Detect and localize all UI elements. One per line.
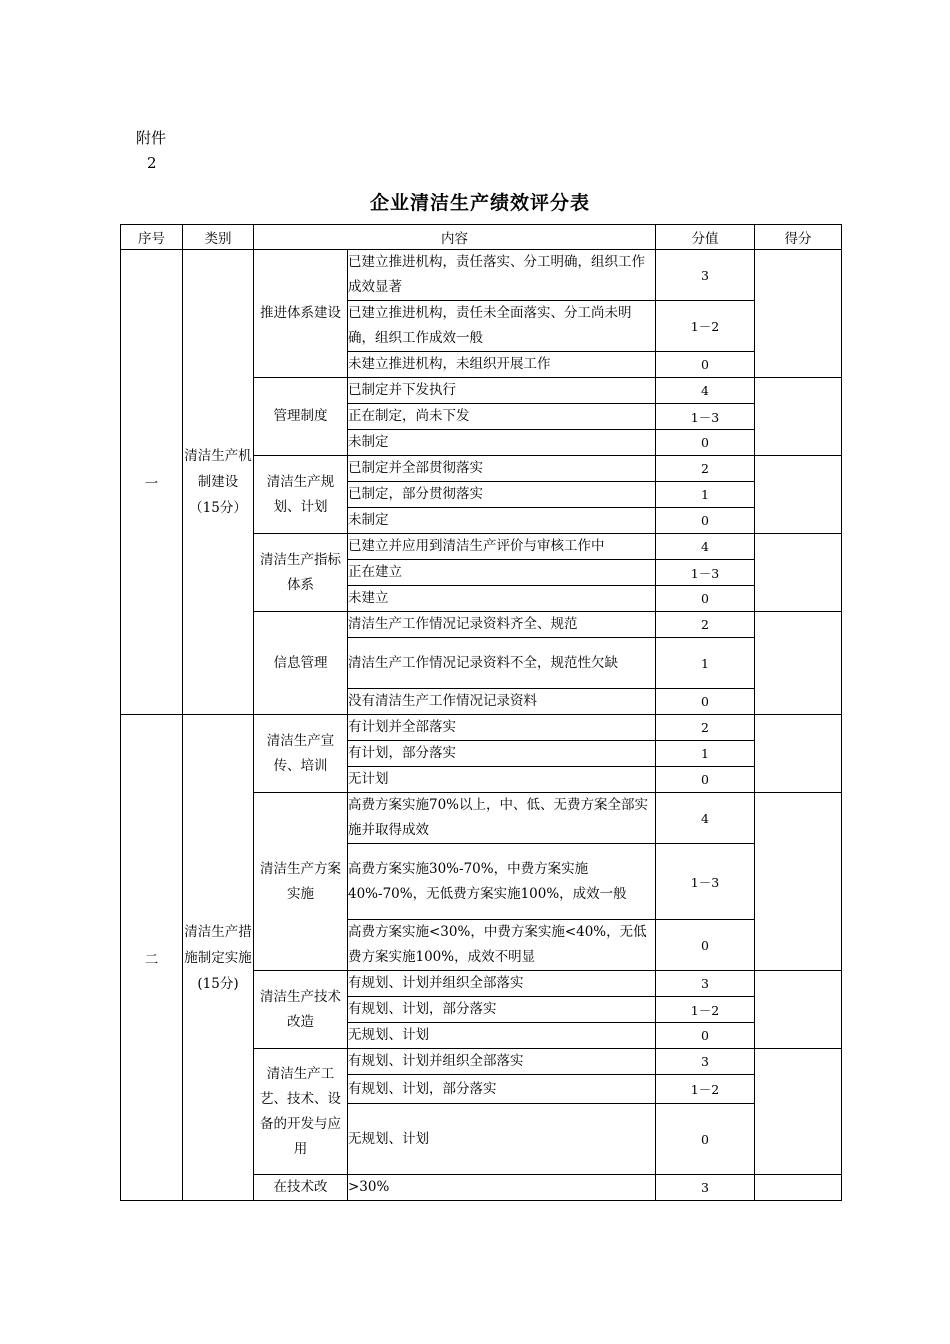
header-content: 内容	[254, 225, 656, 250]
item-points: 1－2	[656, 1075, 755, 1104]
item-points: 2	[656, 715, 755, 741]
score-cell	[755, 1049, 842, 1175]
score-cell	[755, 971, 842, 1049]
item-points: 0	[656, 586, 755, 612]
item-points: 1－2	[656, 301, 755, 352]
item-points: 0	[656, 1104, 755, 1175]
group-name: 清洁生产规划、计划	[254, 456, 348, 534]
item-points: 0	[656, 508, 755, 534]
item-points: 1	[656, 638, 755, 689]
item-points: 1－3	[656, 560, 755, 586]
item-content: 有规划、计划，部分落实	[348, 997, 656, 1023]
header-category: 类别	[183, 225, 254, 250]
group-name: 清洁生产技术改造	[254, 971, 348, 1049]
item-points: 4	[656, 378, 755, 404]
item-points: 1	[656, 741, 755, 767]
item-content: 未制定	[348, 430, 656, 456]
item-points: 0	[656, 689, 755, 715]
attachment-label	[136, 126, 166, 176]
score-cell	[755, 456, 842, 534]
item-points: 1－2	[656, 997, 755, 1023]
score-cell	[755, 1175, 842, 1201]
section-seq: 一	[121, 250, 183, 715]
item-content: 有规划、计划并组织全部落实	[348, 1049, 656, 1075]
group-name: 清洁生产宣传、培训	[254, 715, 348, 793]
item-points: 1－3	[656, 844, 755, 920]
item-points: 3	[656, 250, 755, 301]
section-seq: 二	[121, 715, 183, 1201]
score-cell	[755, 612, 842, 715]
item-content: 未建立	[348, 586, 656, 612]
item-content: 正在制定，尚未下发	[348, 404, 656, 430]
item-content: 正在建立	[348, 560, 656, 586]
item-points: 4	[656, 793, 755, 844]
score-cell	[755, 715, 842, 793]
item-points: 0	[656, 1023, 755, 1049]
item-content: 无规划、计划	[348, 1023, 656, 1049]
header-points: 分值	[656, 225, 755, 250]
table-row	[121, 715, 842, 741]
group-name: 清洁生产工艺、技术、设备的开发与应用	[254, 1049, 348, 1175]
item-points: 0	[656, 767, 755, 793]
item-points: 3	[656, 1049, 755, 1075]
item-content: 未制定	[348, 508, 656, 534]
item-points: 3	[656, 1175, 755, 1201]
attachment-text: 附件	[136, 129, 167, 147]
item-content: 已建立推进机构，责任未全面落实、分工尚未明确，组织工作成效一般	[348, 301, 656, 352]
item-content: 无规划、计划	[348, 1104, 656, 1175]
header-row	[121, 225, 842, 250]
group-name: 管理制度	[254, 378, 348, 456]
item-content: 高费方案实施30%-70%，中费方案实施40%-70%，无低费方案实施100%，成效一般	[348, 844, 656, 920]
item-points: 0	[656, 430, 755, 456]
item-content: 未建立推进机构，未组织开展工作	[348, 352, 656, 378]
page-title: 企业清洁生产绩效评分表	[369, 192, 590, 214]
group-name: 信息管理	[254, 612, 348, 715]
score-cell	[755, 534, 842, 612]
attachment-number: 2	[147, 154, 157, 172]
group-name: 推进体系建设	[254, 250, 348, 378]
item-points: 0	[656, 352, 755, 378]
item-points: 0	[656, 920, 755, 971]
header-seq: 序号	[121, 225, 183, 250]
group-name: 清洁生产指标体系	[254, 534, 348, 612]
item-content: 有计划，部分落实	[348, 741, 656, 767]
item-content: 无计划	[348, 767, 656, 793]
item-points: 2	[656, 456, 755, 482]
section-category: 清洁生产机制建设（15分）	[183, 250, 254, 715]
section-category: 清洁生产措施制定实施(15分)	[183, 715, 254, 1201]
item-content: 已制定，部分贯彻落实	[348, 482, 656, 508]
header-score: 得分	[755, 225, 842, 250]
item-points: 1－3	[656, 404, 755, 430]
item-content: 清洁生产工作情况记录资料齐全、规范	[348, 612, 656, 638]
group-name: 在技术改	[254, 1175, 348, 1201]
score-cell	[755, 378, 842, 456]
item-content: 高费方案实施70%以上，中、低、无费方案全部实施并取得成效	[348, 793, 656, 844]
item-points: 2	[656, 612, 755, 638]
item-points: 1	[656, 482, 755, 508]
item-points: 4	[656, 534, 755, 560]
item-content: 有计划并全部落实	[348, 715, 656, 741]
table-row	[121, 250, 842, 301]
item-content: 高费方案实施<30%，中费方案实施<40%，无低费方案实施100%，成效不明显	[348, 920, 656, 971]
item-content: 已建立推进机构，责任落实、分工明确，组织工作成效显著	[348, 250, 656, 301]
item-content: 已建立并应用到清洁生产评价与审核工作中	[348, 534, 656, 560]
item-content: 已制定并全部贯彻落实	[348, 456, 656, 482]
item-content: 清洁生产工作情况记录资料不全，规范性欠缺	[348, 638, 656, 689]
score-cell	[755, 793, 842, 971]
item-points: 3	[656, 971, 755, 997]
item-content: 有规划、计划并组织全部落实	[348, 971, 656, 997]
item-content: >30%	[348, 1175, 656, 1201]
item-content: 已制定并下发执行	[348, 378, 656, 404]
group-name: 清洁生产方案实施	[254, 793, 348, 971]
score-table	[120, 224, 842, 1201]
score-cell	[755, 250, 842, 378]
item-content: 没有清洁生产工作情况记录资料	[348, 689, 656, 715]
item-content: 有规划、计划，部分落实	[348, 1075, 656, 1104]
